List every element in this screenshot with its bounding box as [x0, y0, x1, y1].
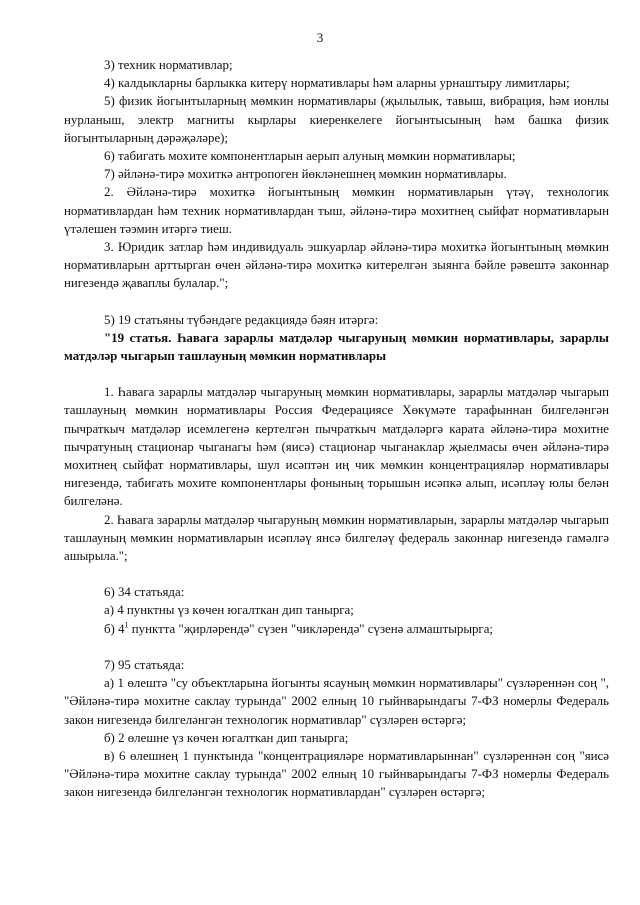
paragraph: 7) 95 статьяда: [104, 657, 185, 672]
paragraph: а) 1 өлештә "су объектларына йогынты ясауның мөмкин нормативлары" сүзләреннән соң ", "Әйләнә-тирә мохитне саклау турында" 2002 елның 10 гыйнварындагы 7-ФЗ номерлы Федераль закон нигезендә билгеләнгән технологик нормативлар" сүзләрен өстәргә; [64, 676, 609, 727]
paragraph-text: пунктта "җирләрендә" сүзен "чикләрендә" сүзенә алмаштырырга; [128, 621, 494, 636]
superscript: 1 [124, 620, 129, 630]
paragraph: 1. Һавага зарарлы матдәләр чыгаруның мөмкин нормативлары, зарарлы матдәләр чыгарып ташлауның мөмкин нормативлары Россия Федерациясе Хөкүмәте тарафыннан билгеләнгән пычраткыч матдәләр исемлегенә кертелгән пычраткыч матдәләргә карата әйләнә-тирә мохитне пычратуның стационар чыганагы һәм (яисә) стационар чыганаклар җыелмасы өчен әйләнә-тирә мохитнең сыйфат нормативлары, шул исәптән иң чик мөмкин концентрацияләр нормативлары нигезендә, табигать мохите компонентлары фонының торышын исәпкә алып, исәпләү юлы белән билгеләнә. [64, 385, 609, 509]
paragraph: 3) техник нормативлар; [104, 58, 233, 72]
paragraph: а) 4 пунктны үз көчен югалткан дип танырга; [104, 603, 354, 618]
paragraph: 6) 34 статьяда: [104, 585, 185, 600]
paragraph: 5) физик йогынтыларның мөмкин нормативлары (җылылык, тавыш, вибрация, һәм ионлы нурланыш, электр магниты кырлары киеренкелеге йогынтысының һәм башка физик йогынтыларның дәрәҗәләре); [64, 94, 609, 145]
paragraph [64, 620, 609, 638]
paragraph: 6) табигать мохите компонентларын аерып алуның мөмкин нормативлары; [104, 149, 516, 164]
paragraph: 2. Әйләнә-тирә мохиткә йогынтының мөмкин нормативларын үтәү, технологик нормативлардан һәм техник нормативлардан тыш, әйләнә-тирә мохитнең сыйфат нормативларын үтәлешен тәэмин итәргә тиеш. [64, 185, 609, 236]
paragraph: 4) калдыкларны барлыкка китерү нормативлары һәм аларны урнаштыру лимитлары; [104, 76, 570, 91]
document-body [64, 56, 609, 802]
paragraph: 5) 19 статьяны түбәндәге редакциядә бәян итәргә: [104, 312, 379, 327]
paragraph: б) 2 өлешне үз көчен югалткан дип танырга; [104, 730, 349, 745]
paragraph: 2. Һавага зарарлы матдәләр чыгаруның мөмкин нормативларын, зарарлы матдәләр чыгарып ташлауның мөмкин нормативларын исәпләү янсә билгеләү федераль законнар нигезендә гамәлгә ашырыла."; [64, 512, 609, 564]
paragraph: 7) әйләнә-тирә мохиткә антропоген йөкләнешнең мөмкин нормативлары. [104, 167, 507, 182]
article-heading: "19 статья. Һавага зарарлы матдәләр чыгаруның мөмкин нормативлары, зарарлы матдәләр чыгарып ташлауның мөмкин нормативлары [64, 330, 609, 364]
paragraph: в) 6 өлешнең 1 пунктында "концентрацияләре нормативларыннан" сүзләреннән соң "яисә "Әйләнә-тирә мохитне саклау турында" 2002 елның 10 гыйнварындагы 7-ФЗ номерлы Федераль закон нигезендә билгеләнгән технологик нормативлардан" сүзләрен өстәргә; [64, 748, 609, 800]
page-number: 3 [316, 30, 324, 45]
paragraph-text: б) 4 [104, 621, 125, 636]
paragraph: 3. Юридик затлар һәм индивидуаль эшкуарлар әйләнә-тирә мохиткә йогынтының мөмкин нормативларын арттырган өчен әйләнә-тирә мохиткә китерелгән зыянга бәйле рәвештә законнар нигезендә җаваплы булалар."; [64, 240, 609, 291]
